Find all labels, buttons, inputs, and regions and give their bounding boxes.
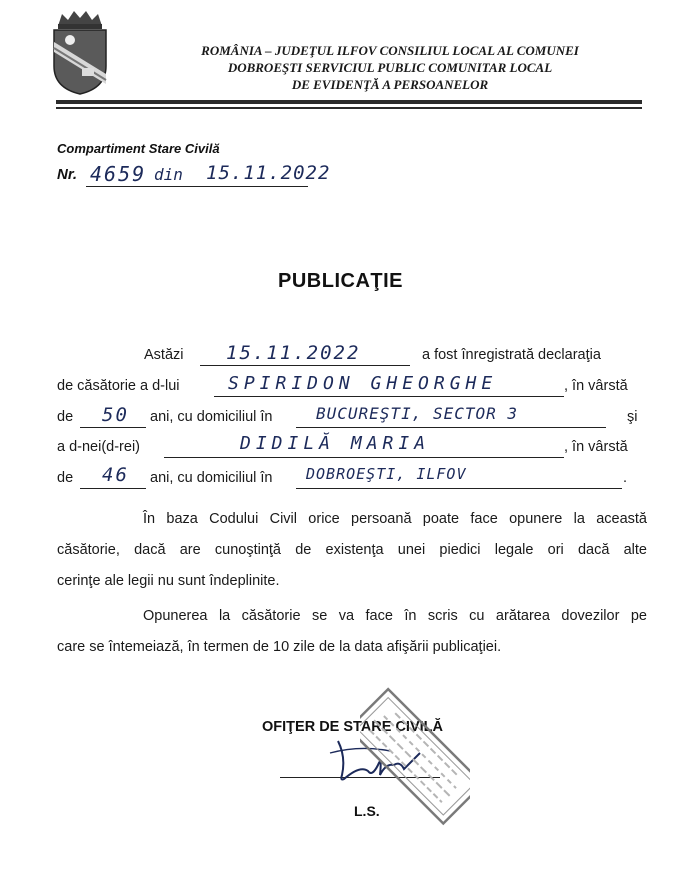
- paragraph1-line-1: În baza Codului Civil orice persoană poate face opunere la această: [143, 511, 647, 527]
- official-stamp: [360, 682, 470, 832]
- registration-underline: [86, 186, 308, 187]
- registration-din: din: [154, 165, 183, 184]
- header-rule-thin: [56, 107, 642, 109]
- si-label: şi: [627, 409, 638, 425]
- bride-name-underline: [164, 457, 564, 458]
- astazi-label: Astăzi: [144, 347, 184, 363]
- ls-label: L.S.: [354, 803, 380, 819]
- groom-address-underline: [296, 427, 606, 428]
- bride-prefix: a d-nei(d-rei): [57, 439, 140, 455]
- declaration-text: a fost înregistrată declaraţia: [422, 347, 601, 363]
- declaration-date: 15.11.2022: [226, 342, 361, 364]
- groom-prefix: de căsătorie a d-lui: [57, 378, 180, 394]
- groom-age-underline: [80, 427, 146, 428]
- groom-de-label: de: [57, 409, 74, 425]
- groom-address: BUCUREŞTI, SECTOR 3: [316, 404, 519, 423]
- registration-date: 15.11.2022: [206, 162, 331, 184]
- bride-address-underline: [296, 488, 622, 489]
- bride-name: DIDILĂ MARIA: [240, 433, 431, 454]
- groom-age: 50: [102, 404, 129, 426]
- bride-age-suffix: , în vârstă: [564, 439, 628, 455]
- groom-name-underline: [214, 396, 564, 397]
- header-rule-thick: [56, 100, 642, 104]
- header-line-2: DOBROEŞTI SERVICIUL PUBLIC COMUNITAR LOCAL: [227, 60, 553, 75]
- groom-age-suffix: , în vârstă: [564, 378, 628, 394]
- registration-nr-label: Nr.: [57, 166, 78, 183]
- paragraph1-line-2: căsătorie, dacă are cunoştinţă de existenţa unei piedici legale ori dacă alte: [57, 542, 647, 558]
- header-line-1: ROMÂNIA – JUDEŢUL ILFOV CONSILIUL LOCAL AL COMUNEI: [201, 43, 579, 58]
- paragraph-opposition: [57, 504, 647, 597]
- bride-age-underline: [80, 488, 146, 489]
- bride-domicile-text: ani, cu domiciliul în: [150, 470, 273, 486]
- groom-name: SPIRIDON GHEORGHE: [228, 373, 498, 394]
- paragraph2-line-1: Opunerea la căsătorie se va face în scris cu arătarea dovezilor pe: [143, 608, 647, 624]
- groom-domicile-text: ani, cu domiciliul în: [150, 409, 273, 425]
- end-dot: .: [623, 470, 628, 486]
- bride-address: DOBROEŞTI, ILFOV: [306, 465, 467, 483]
- paragraph-deadline: [57, 601, 647, 663]
- paragraph2-line-2: care se întemeiază, în termen de 10 zile de la data afişării publicaţiei.: [57, 639, 502, 655]
- institution-header: [150, 42, 630, 93]
- registration-number: 4659: [90, 162, 147, 186]
- department-label: Compartiment Stare Civilă: [57, 141, 220, 156]
- bride-age: 46: [102, 464, 129, 486]
- coat-of-arms-logo: [48, 8, 112, 96]
- date-underline: [200, 365, 410, 366]
- signature-role: OFIŢER DE STARE CIVILĂ: [262, 719, 443, 735]
- header-line-3: DE EVIDENŢĂ A PERSOANELOR: [291, 77, 489, 92]
- page-title: PUBLICAŢIE: [278, 270, 403, 292]
- bride-de-label: de: [57, 470, 74, 486]
- paragraph1-line-3: cerinţe ale legii nu sunt îndeplinite.: [57, 573, 280, 589]
